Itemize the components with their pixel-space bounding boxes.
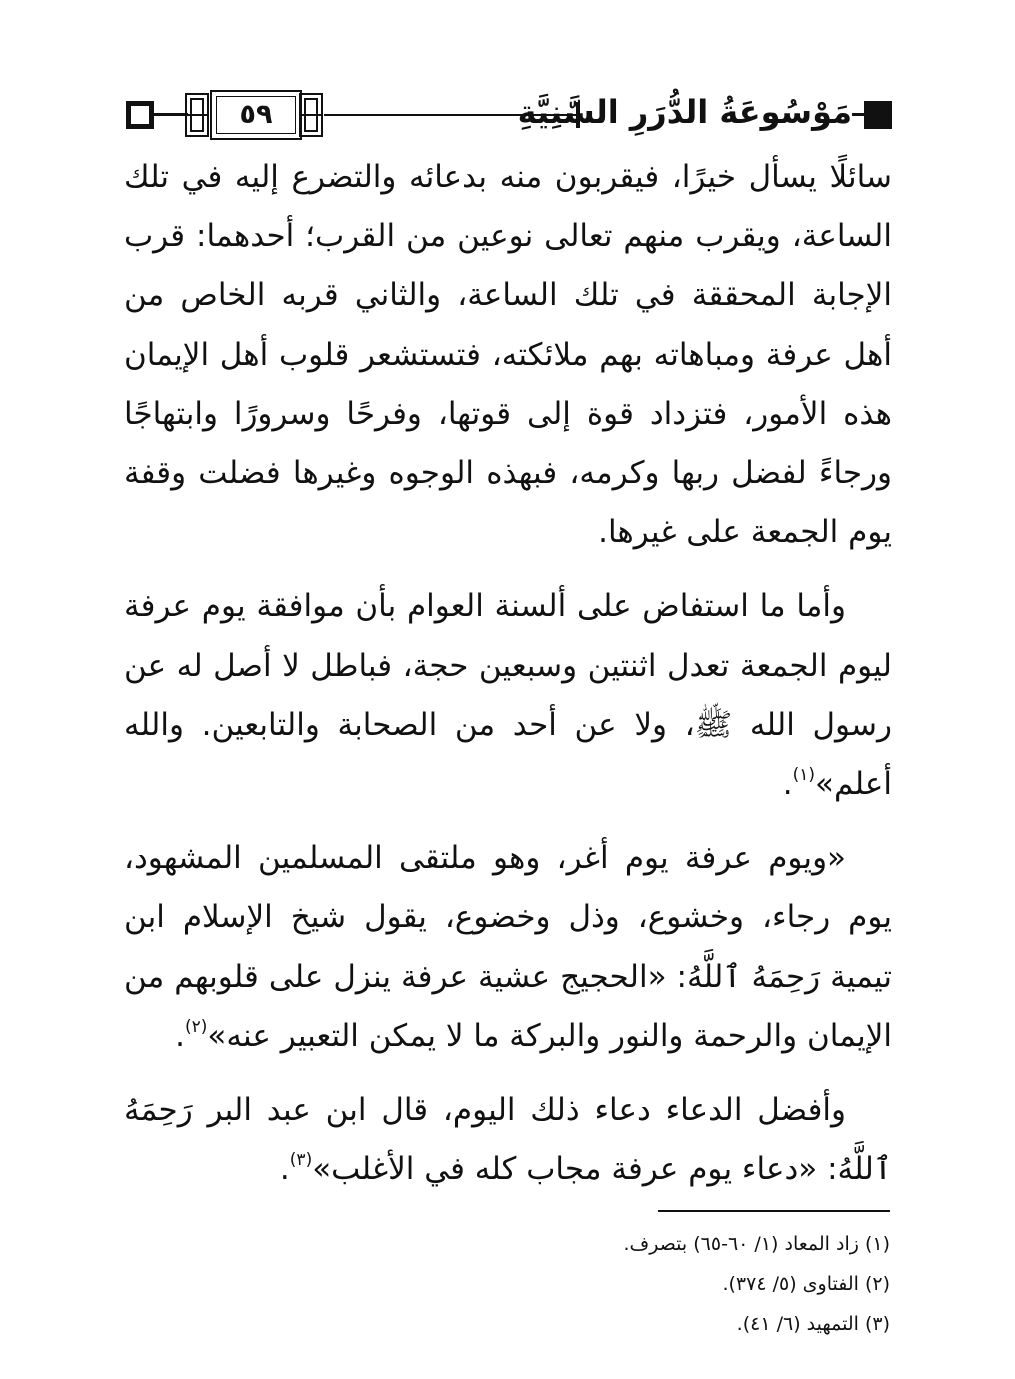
- footnote-reference: (٣): [289, 1150, 313, 1171]
- header-knot-ornament-left: [184, 92, 210, 138]
- footnote-1: (١) زاد المعاد (١/ ٦٠-٦٥) بتصرف.: [623, 1233, 890, 1255]
- header-knot-ornament-right: [298, 92, 324, 138]
- footnote-reference: (١): [792, 765, 816, 786]
- paragraph-3: [124, 829, 892, 1066]
- header-ornament-solid-square: [864, 101, 892, 129]
- book-title: مَوْسُوعَةُ الدُّرَرِ السَّنِيَّةِ: [517, 93, 852, 131]
- paragraph-4: [124, 1081, 892, 1199]
- footnote-2: (٢) الفتاوى (٥/ ٣٧٤).: [722, 1273, 890, 1295]
- paragraph-tail: .: [279, 1151, 290, 1188]
- paragraph-text: وأما ما استفاض على ألسنة العوام بأن موافقة يوم عرفة ليوم الجمعة تعدل اثنتين وسبعين حجة، فباطل لا أصل له عن رسول الله ﷺ، ولا عن أحد من الصحابة والتابعين. والله أعلم»: [124, 588, 892, 803]
- footnote-separator: [658, 1210, 890, 1212]
- paragraph-tail: .: [175, 1017, 185, 1054]
- main-text: [124, 148, 892, 1199]
- header-ornament-hollow-square: [126, 101, 154, 129]
- footnote-reference: (٢): [185, 1016, 208, 1037]
- paragraph-tail: .: [782, 766, 793, 803]
- paragraph-text: سائلًا يسأل خيرًا، فيقربون منه بدعائه والتضرع إليه في تلك الساعة، ويقرب منهم تعالى نوعين من القرب؛ أحدهما: قرب الإجابة المحققة في تلك الساعة، والثاني قربه الخاص من أهل عرفة ومباهاته بهم ملائكته، فتستشعر قلوب أهل الإيمان هذه الأمور، فتزداد قوة إلى قوتها، وفرحًا وسرورًا وابتهاجًا ورجاءً لفضل ربها وكرمه، فبهذه الوجوه وغيرها فضلت وقفة يوم الجمعة على غيرها.: [124, 159, 892, 551]
- page-number-frame: [210, 90, 302, 140]
- paragraph-text: «ويوم عرفة يوم أغر، وهو ملتقى المسلمين المشهود، يوم رجاء، وخشوع، وذل وخضوع، يقول شيخ الإسلام ابن تيمية رَحِمَهُ ٱللَّهُ: «الحجيج عشية عرفة ينزل على قلوبهم من الإيمان والرحمة والنور والبركة ما لا يمكن التعبير عنه»: [124, 840, 892, 1054]
- header-rule-left-outer: [154, 113, 188, 116]
- page-header: [120, 84, 892, 146]
- paragraph-2: [124, 577, 892, 814]
- footnotes: [380, 1224, 890, 1344]
- page-number: ٥٩: [239, 99, 273, 130]
- paragraph-1: [124, 148, 892, 562]
- paragraph-text: وأفضل الدعاء دعاء ذلك اليوم، قال ابن عبد البر رَحِمَهُ ٱللَّهُ: «دعاء يوم عرفة مجاب كله في الأغلب»: [124, 1092, 892, 1188]
- footnote-3: (٣) التمهيد (٦/ ٤١).: [736, 1313, 890, 1335]
